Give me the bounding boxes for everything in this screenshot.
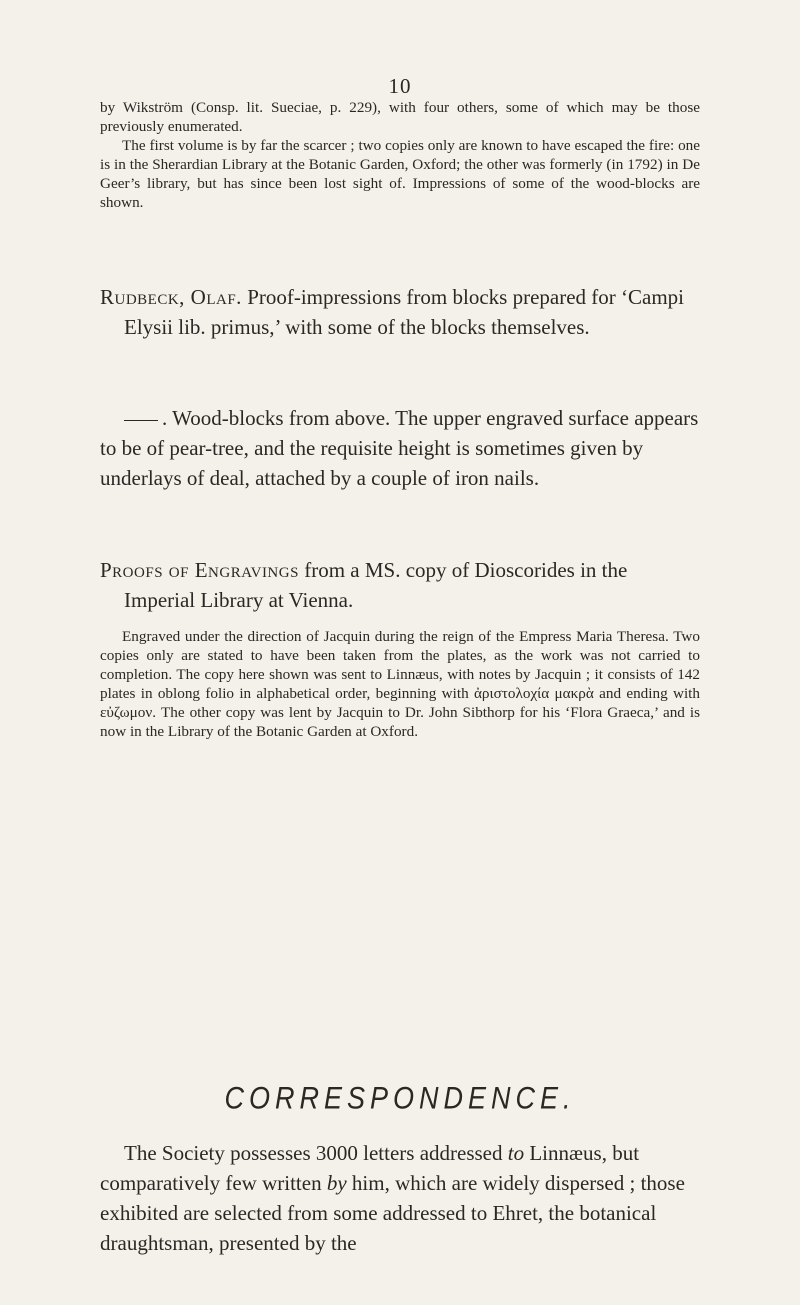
- ditto-dash: [124, 420, 158, 421]
- proofs-note-section: [100, 627, 700, 741]
- correspondence-paragraph: The Society possesses 3000 letters addressed to Linnæus, but comparatively few written by him, which are widely dispersed ; those exhibited are selected from some addressed to Ehret, the botanical draughtsman, presented by the: [100, 1141, 685, 1255]
- entry-description: from a MS. copy of Dioscorides in the Imperial Library at Vienna.: [124, 558, 628, 612]
- entry-description: Proof-impressions from blocks prepared for ‘Campi Elysii lib. primus,’ with some of the blocks themselves.: [124, 285, 685, 339]
- page-number: 10: [388, 74, 412, 98]
- intro-paragraph: The first volume is by far the scarcer ; two copies only are known to have escaped the fire: one is in the Sherardian Library at the Botanic Garden, Oxford; the other was formerly (in 1792) in De Geer’s library, but has since been lost sight of. Impressions of some of the wood-blocks are shown.: [100, 137, 700, 211]
- entry-title: Proofs of Engravings: [100, 558, 299, 582]
- intro-section: [100, 98, 700, 212]
- section-heading: CORRESPONDENCE.: [224, 1080, 576, 1116]
- woodblocks-entry: [100, 403, 700, 493]
- emphasis-by: by: [326, 1171, 347, 1195]
- entry-author: Rudbeck, Olaf.: [100, 285, 242, 309]
- emphasis-to: to: [507, 1141, 525, 1165]
- correspondence-section: [100, 1138, 700, 1258]
- woodblocks-description: . Wood-blocks from above. The upper engraved surface appears to be of pear-tree, and the requisite height is sometimes given by underlays of deal, attached by a couple of iron nails.: [100, 406, 699, 490]
- rudbeck-entry: [100, 282, 700, 342]
- proofs-entry: [100, 555, 700, 615]
- intro-continuation: by Wikström (Consp. lit. Sueciae, p. 229), with four others, some of which may be those previously enumerated.: [100, 99, 700, 135]
- proofs-note: Engraved under the direction of Jacquin during the reign of the Empress Maria Theresa. Two copies only are stated to have been taken from the plates, as the work was not carried to completion. The copy here shown was sent to Linnæus, with notes by Jacquin ; it consists of 142 plates in oblong folio in alphabetical order, beginning with ἀριστολοχία μακρὰ and ending with εὐζωμον. The other copy was lent by Jacquin to Dr. John Sibthorp for his ‘Flora Graeca,’ and is now in the Library of the Botanic Garden at Oxford.: [100, 628, 700, 740]
